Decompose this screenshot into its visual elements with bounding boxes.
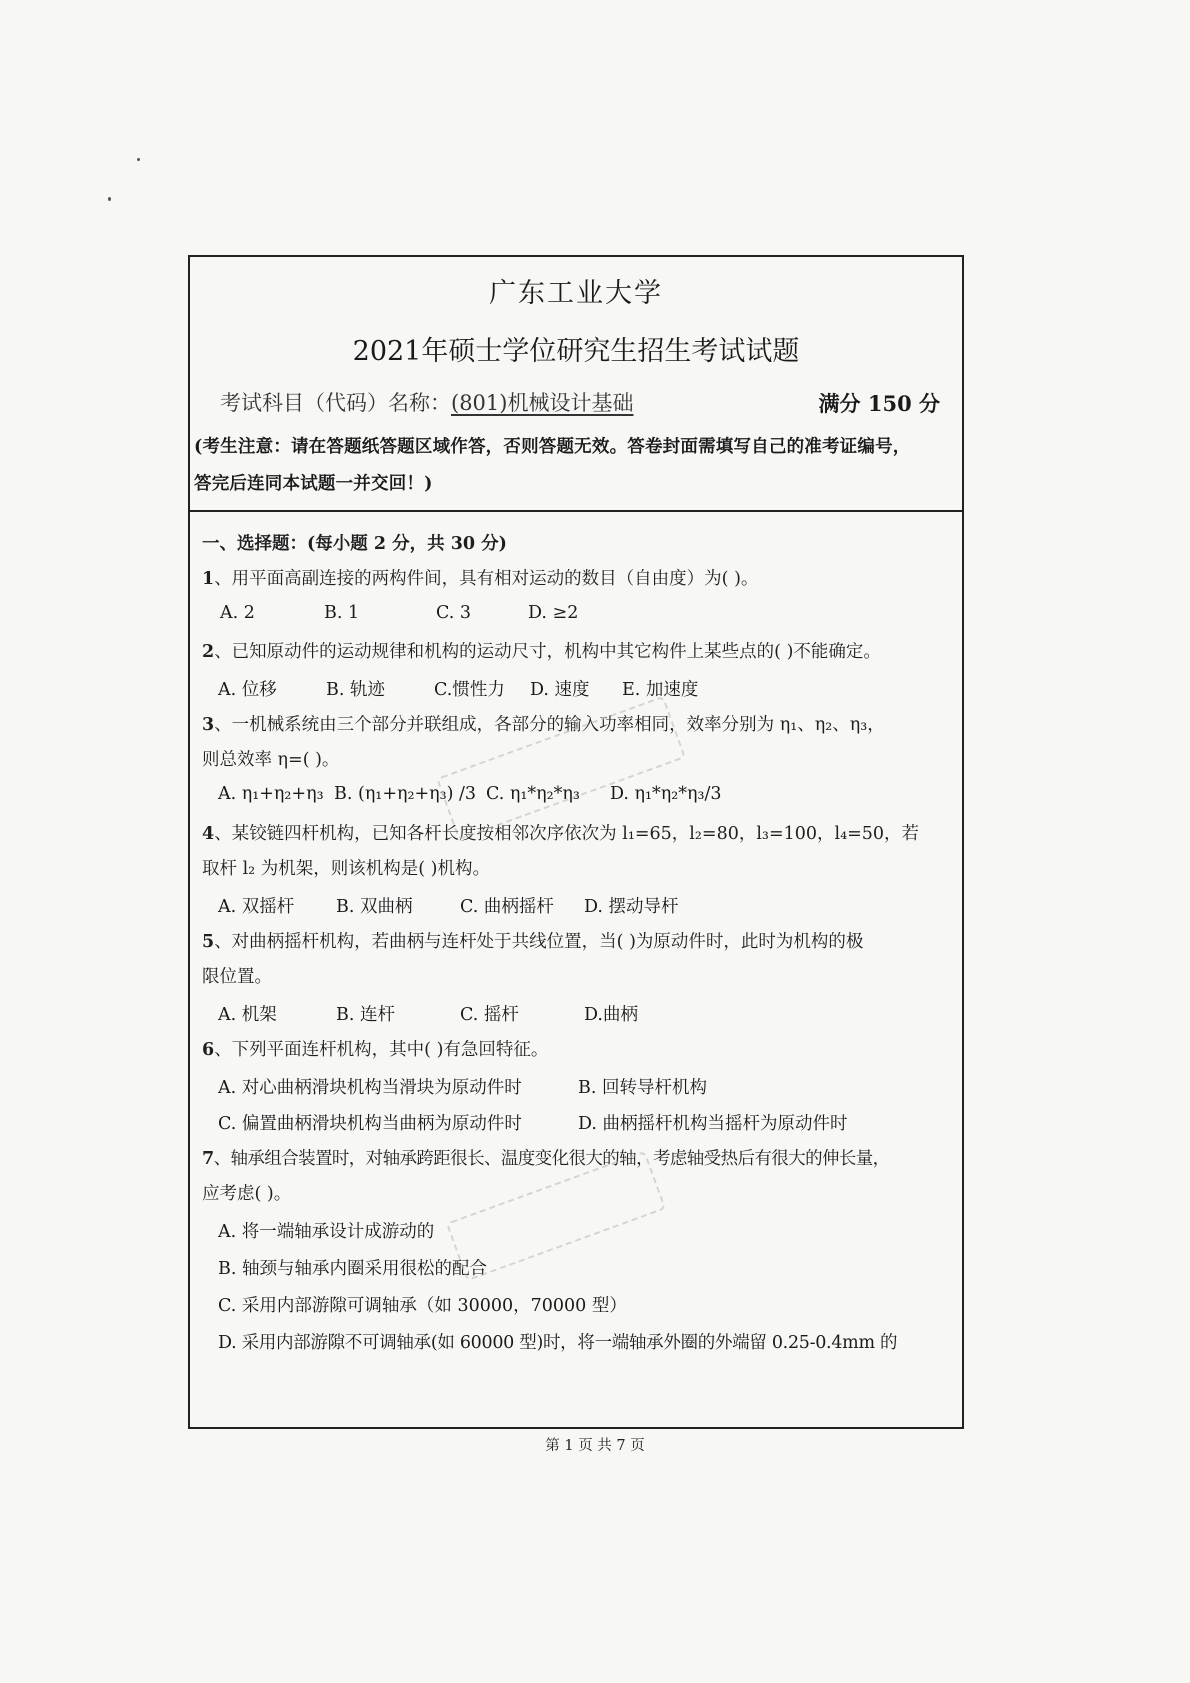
- exam-header: [190, 257, 962, 512]
- scan-speck: [108, 197, 111, 201]
- question-stem-cont: 限位置。: [202, 967, 272, 987]
- option-a: A. η₁+η₂+η₃: [218, 784, 324, 804]
- question-stem-cont: 应考虑( )。: [202, 1184, 292, 1204]
- option-b: B. 1: [324, 603, 360, 623]
- option-d: D. ≥2: [528, 603, 579, 623]
- option-c: C. 3: [436, 603, 472, 623]
- question-7: [202, 1145, 890, 1170]
- option-d: D. η₁*η₂*η₃/3: [610, 784, 722, 804]
- option-a: A. 将一端轴承设计成游动的: [218, 1222, 435, 1242]
- page-footer: 第 1 页 共 7 页: [545, 1438, 645, 1454]
- subject-label: 考试科目（代码）名称：: [220, 391, 451, 415]
- option-b: B. (η₁+η₂+η₃) /3: [334, 784, 477, 804]
- option-a: A. 2: [220, 603, 255, 623]
- option-c: C. 偏置曲柄滑块机构当曲柄为原动件时: [218, 1114, 522, 1134]
- question-stem: 、已知原动件的运动规律和机构的运动尺寸，机构中其它构件上某些点的( )不能确定。: [214, 642, 881, 662]
- question-stem: 、某铰链四杆机构，已知各杆长度按相邻次序依次为 l₁=65，l₂=80，l₃=100，l₄=50，若: [214, 824, 920, 844]
- option-d: D. 速度: [530, 680, 590, 700]
- question-number: 6: [202, 1040, 215, 1060]
- option-d: D. 摆动导杆: [584, 897, 679, 917]
- question-stem: 、下列平面连杆机构，其中( )有急回特征。: [214, 1040, 549, 1060]
- question-number: 2: [202, 642, 215, 662]
- question-stem: 、用平面高副连接的两构件间，具有相对运动的数目（自由度）为( )。: [214, 569, 759, 589]
- university-name: 广东工业大学: [489, 278, 663, 309]
- option-c: C. 摇杆: [460, 1005, 519, 1025]
- option-c: C. η₁*η₂*η₃: [486, 784, 580, 804]
- question-6: [202, 1036, 548, 1061]
- option-c: C.惯性力: [434, 680, 505, 700]
- option-e: E. 加速度: [622, 680, 699, 700]
- question-5: [202, 928, 863, 953]
- question-stem: 、轴承组合装置时，对轴承跨距很长、温度变化很大的轴，考虑轴受热后有很大的伸长量，: [213, 1149, 890, 1169]
- notice-line-1: (考生注意：请在答题纸答题区域作答，否则答题无效。答卷封面需填写自己的准考证编号，: [194, 437, 911, 457]
- option-d: D.曲柄: [584, 1005, 638, 1025]
- question-number: 3: [202, 715, 215, 735]
- full-score: 满分 150 分: [818, 391, 940, 416]
- option-c: C. 曲柄摇杆: [460, 897, 554, 917]
- question-stem: 、对曲柄摇杆机构，若曲柄与连杆处于共线位置，当( )为原动件时，此时为机构的极: [214, 932, 864, 952]
- option-a: A. 位移: [218, 680, 277, 700]
- option-a: A. 双摇杆: [218, 897, 295, 917]
- question-number: 4: [202, 824, 215, 844]
- subject-value: (801)机械设计基础: [451, 391, 634, 415]
- option-a: A. 机架: [218, 1005, 277, 1025]
- option-b: B. 轴颈与轴承内圈采用很松的配合: [218, 1259, 487, 1279]
- scan-speck: [137, 158, 140, 161]
- question-stem-cont: 则总效率 η=( )。: [202, 750, 340, 770]
- exam-frame: [188, 255, 964, 1429]
- section-title: 一、选择题：(每小题 2 分，共 30 分): [202, 534, 507, 554]
- question-4: [202, 820, 919, 845]
- question-3: [202, 711, 885, 736]
- subject-line: [220, 387, 633, 417]
- question-number: 1: [202, 569, 215, 589]
- question-2: [202, 638, 881, 663]
- exam-notice: [194, 429, 956, 503]
- question-number: 7: [202, 1149, 214, 1169]
- exam-title: 2021年硕士学位研究生招生考试试题: [352, 336, 800, 367]
- question-number: 5: [202, 932, 215, 952]
- question-stem: 、一机械系统由三个部分并联组成，各部分的输入功率相同，效率分别为 η₁、η₂、η₃，: [214, 715, 885, 735]
- question-1: [202, 565, 758, 590]
- option-b: B. 双曲柄: [336, 897, 413, 917]
- option-b: B. 连杆: [336, 1005, 395, 1025]
- option-b: B. 回转导杆机构: [578, 1078, 707, 1098]
- option-d: D. 采用内部游隙不可调轴承(如 60000 型)时，将一端轴承外圈的外端留 0.25-0.4mm 的: [218, 1333, 898, 1353]
- option-d: D. 曲柄摇杆机构当摇杆为原动件时: [578, 1114, 848, 1134]
- option-c: C. 采用内部游隙可调轴承（如 30000，70000 型）: [218, 1296, 627, 1316]
- question-stem-cont: 取杆 l₂ 为机架，则该机构是( )机构。: [202, 859, 490, 879]
- notice-line-2: 答完后连同本试题一并交回！): [194, 474, 433, 494]
- option-b: B. 轨迹: [326, 680, 385, 700]
- option-a: A. 对心曲柄滑块机构当滑块为原动件时: [218, 1078, 522, 1098]
